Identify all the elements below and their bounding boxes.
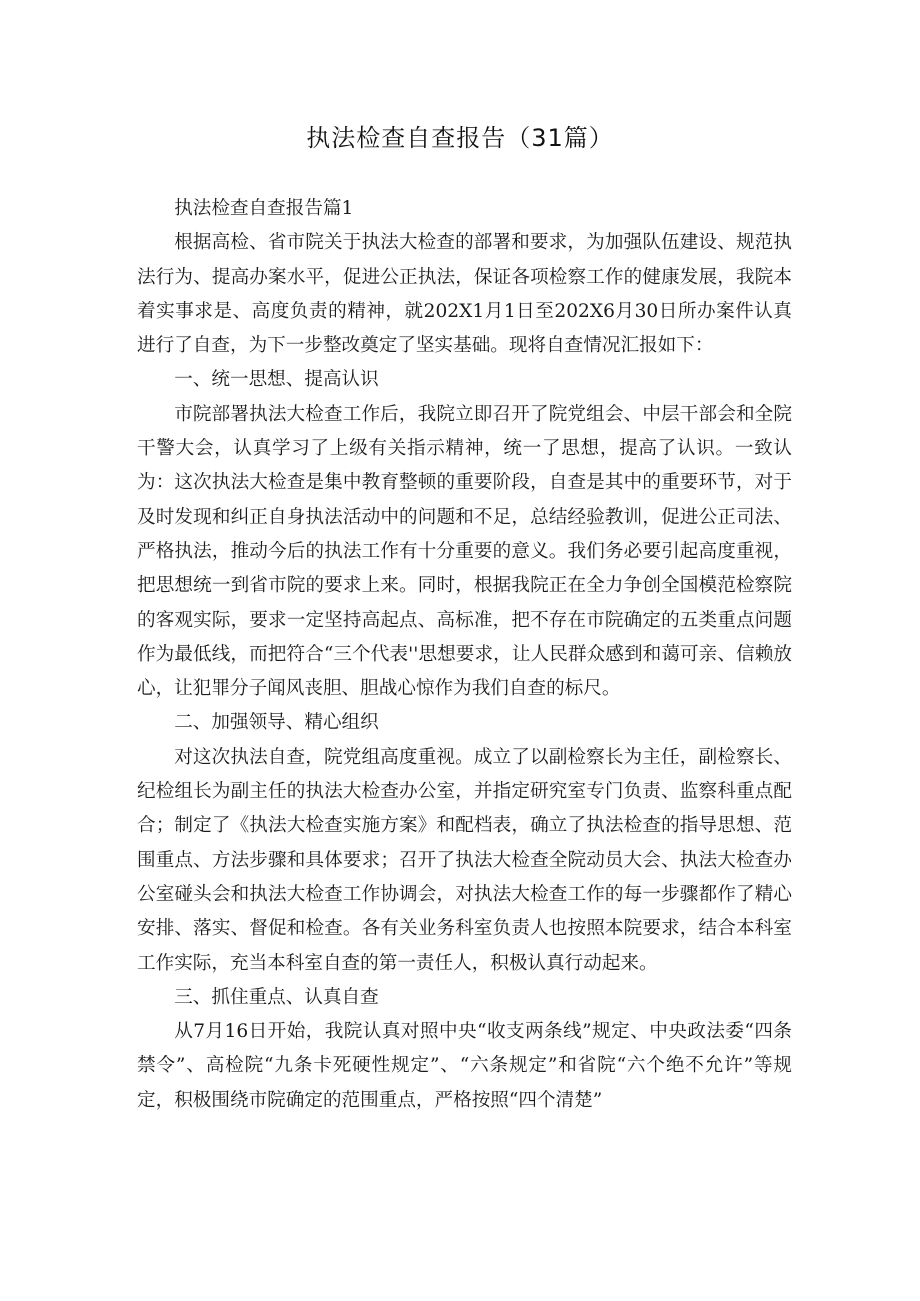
section-heading-2: 二、加强领导、精心组织 — [174, 712, 379, 734]
section-heading-report-1: 执法检查自查报告篇1 — [174, 198, 354, 219]
document-title: 执法检查自查报告（31篇） — [306, 124, 614, 152]
paragraph-section-2: 对这次执法自查，院党组高度重视。成立了以副检察长为主任，副检察长、纪检组长为副主任的执法大检查办公室，并指定研究室专门负责、监察科重点配合；制定了《执法大检查实施方案》和配档表，确立了执法检查的指导思想、范围重点、方法步骤和具体要求；召开了执法大检查全院动员大会、执法大检查办公室碰头会和执法大检查工作协调会，对执法大检查工作的每一步骤都作了精心安排、落实、督促和检查。各有关业务科室负责人也按照本院要求，结合本科室工作实际，充当本科室自查的第一责任人，积极认真行动起来。 — [137, 746, 792, 974]
paragraph-section-3: 从7月16日开始，我院认真对照中央“收支两条线”规定、中央政法委“四条禁令”、高检院“九条卡死硬性规定”、“六条规定”和省院“六个绝不允许”等规定，积极围绕市院确定的范围重点，严格按照“四个清楚” — [137, 1021, 792, 1111]
section-heading-3: 三、抓住重点、认真自查 — [174, 986, 379, 1008]
section-heading-1: 一、统一思想、提高认识 — [174, 369, 379, 391]
paragraph-intro: 根据高检、省市院关于执法大检查的部署和要求，为加强队伍建设、规范执法行为、提高办案水平，促进公正执法，保证各项检察工作的健康发展，我院本着实事求是、高度负责的精神，就202X1月1日至202X6月30日所办案件认真进行了自查，为下一步整改奠定了坚实基础。现将自查情况汇报如下： — [137, 232, 792, 357]
paragraph-section-1: 市院部署执法大检查工作后，我院立即召开了院党组会、中层干部会和全院干警大会，认真学习了上级有关指示精神，统一了思想，提高了认识。一致认为：这次执法大检查是集中教育整顿的重要阶段，自查是其中的重要环节，对于及时发现和纠正自身执法活动中的问题和不足，总结经验教训，促进公正司法、严格执法，推动今后的执法工作有十分重要的意义。我们务必要引起高度重视，把思想统一到省市院的要求上来。同时，根据我院正在全力争创全国模范检察院的客观实际，要求一定坚持高起点、高标准，把不存在市院确定的五类重点问题作为最低线，而把符合“三个代表''思想要求，让人民群众感到和蔼可亲、信赖放心，让犯罪分子闻风丧胆、胆战心惊作为我们自查的标尺。 — [137, 403, 792, 700]
document-body — [137, 192, 792, 1118]
